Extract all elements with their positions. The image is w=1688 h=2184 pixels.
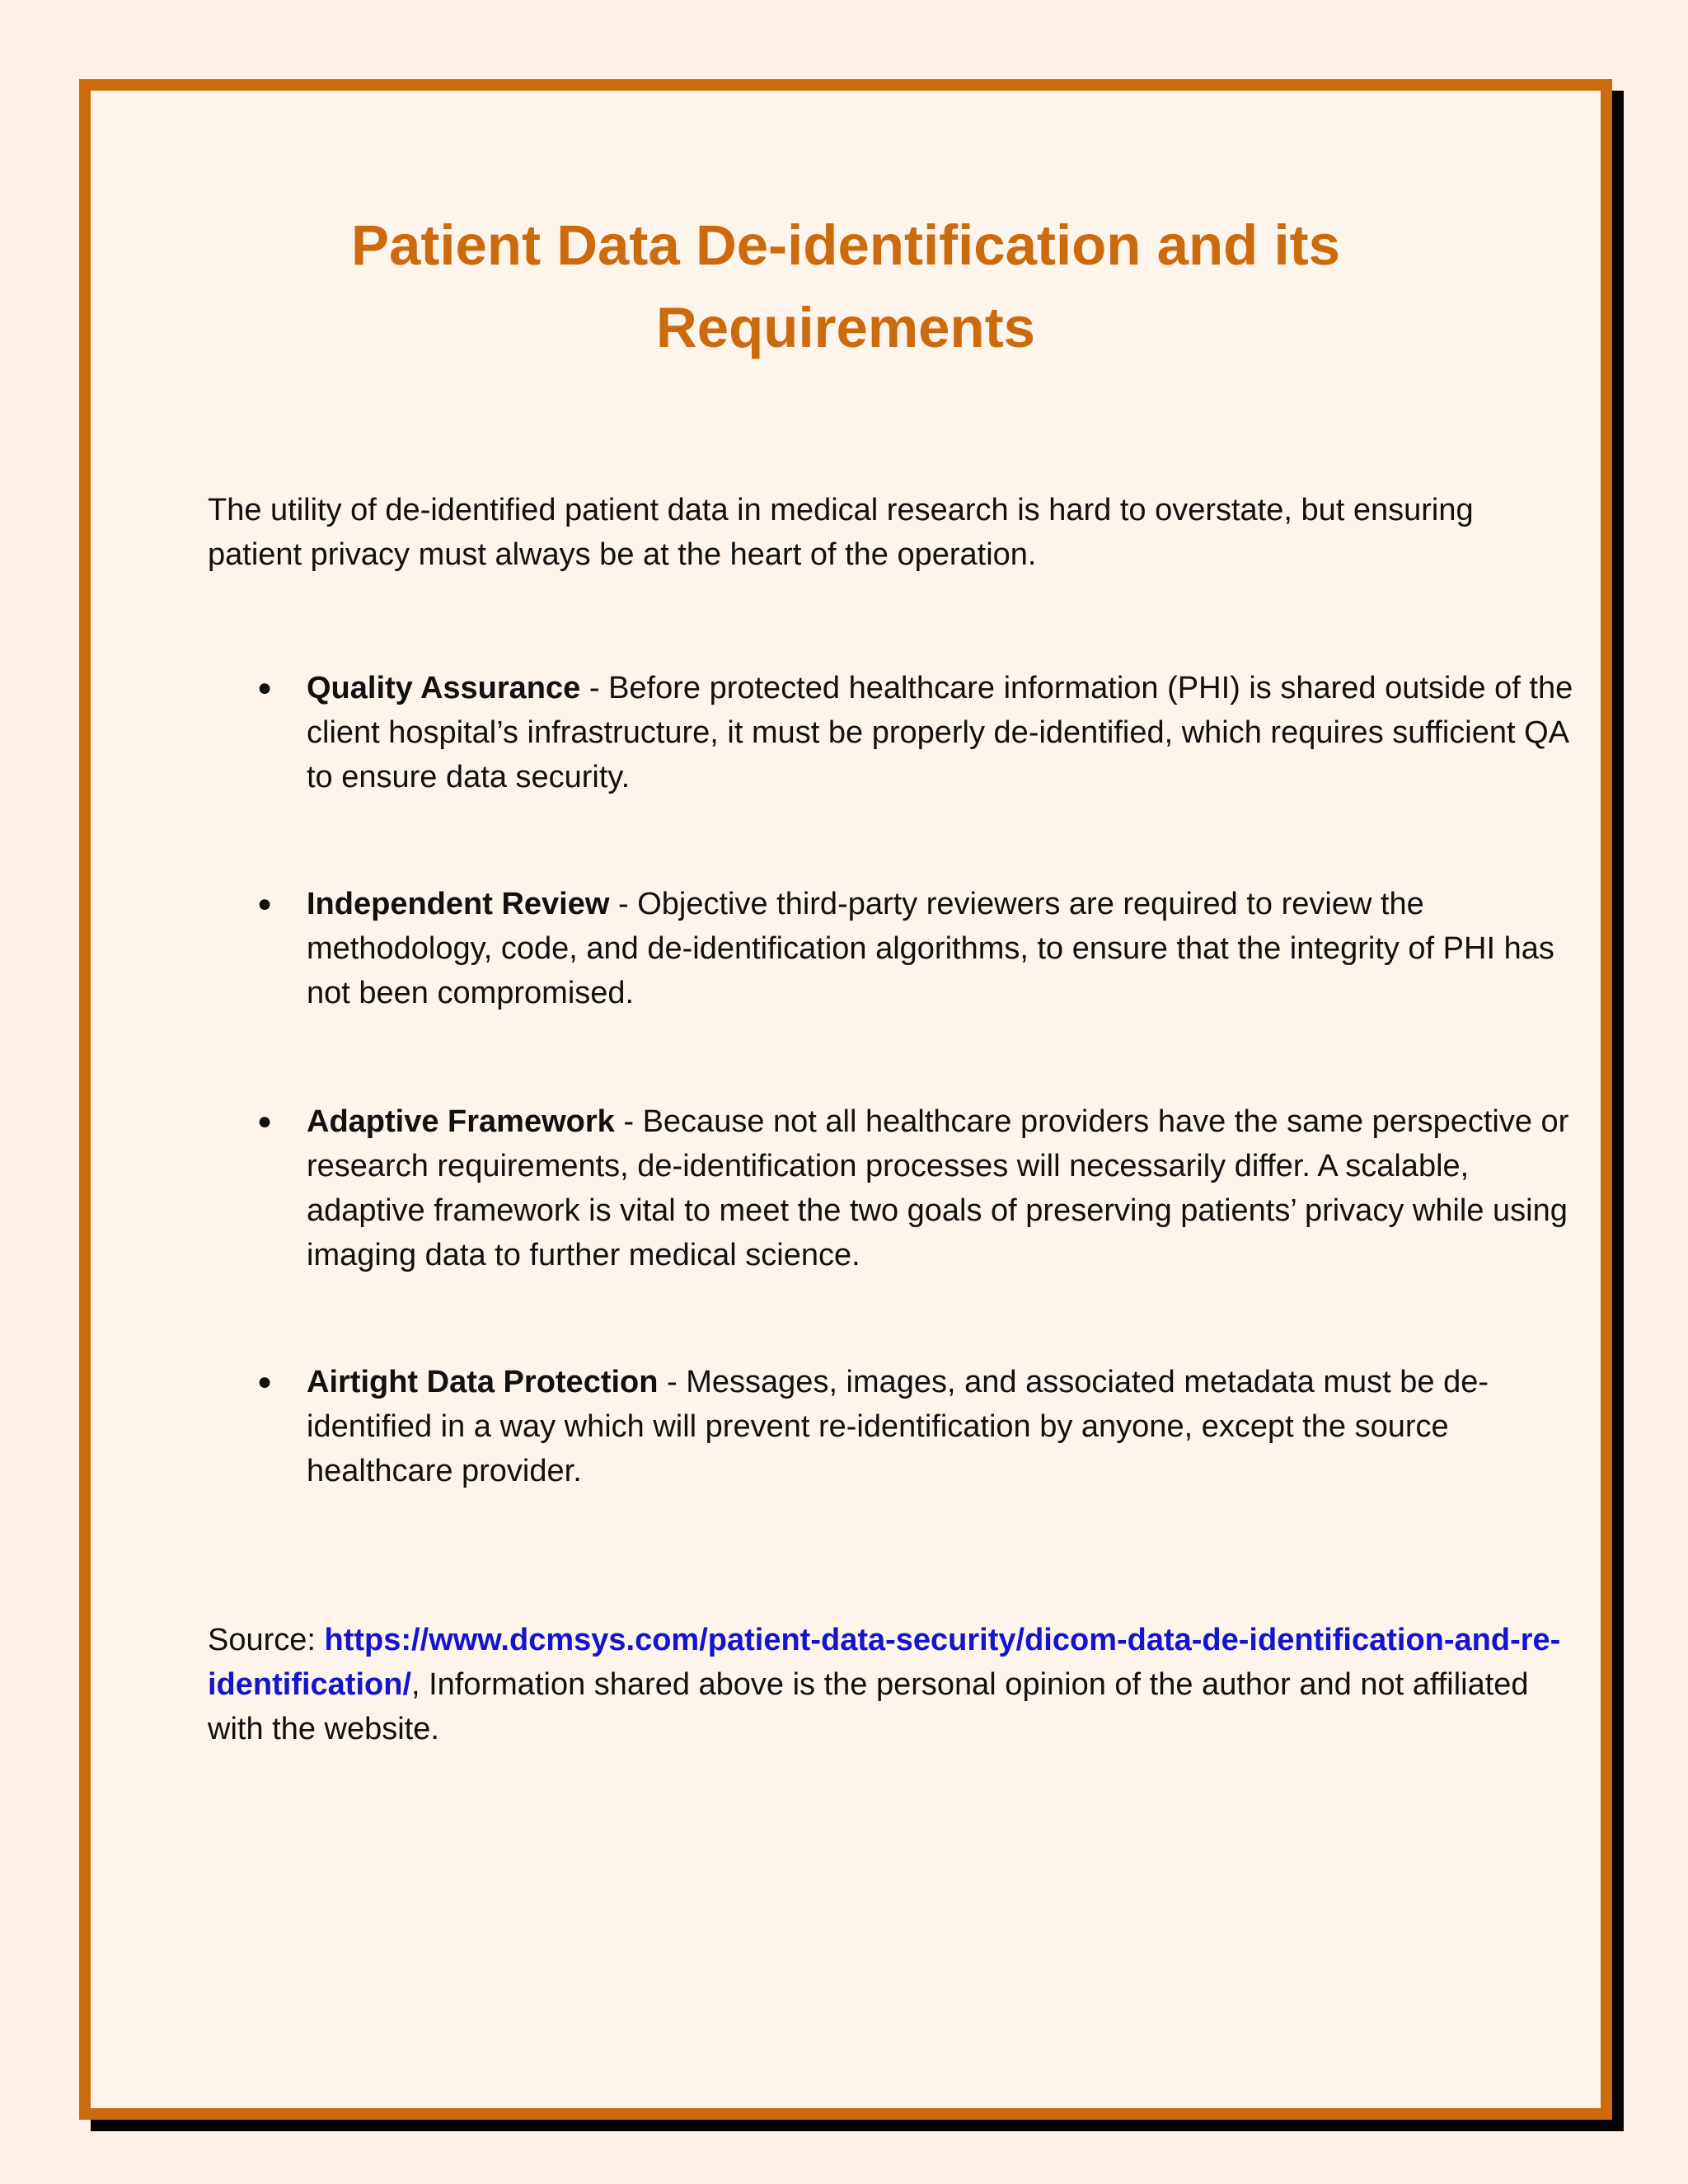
bullet-separator: - xyxy=(614,1104,643,1139)
page-title: Patient Data De-identification and its Requirements xyxy=(351,213,1340,359)
source-note xyxy=(208,1618,1592,1751)
bullet-term: Airtight Data Protection xyxy=(307,1365,659,1399)
list-item-airtight-data-protection xyxy=(257,1360,1592,1493)
source-link[interactable]: https://www.dcmsys.com/patient-data-security/dicom-data-de-identification-and-re-identification/ xyxy=(208,1623,1561,1702)
source-prefix: Source: xyxy=(208,1623,325,1657)
bullet-text: Before protected healthcare information (PHI) is shared outside of the client hospital’s infrastructure, it must be properly de-identified, which requires sufficient QA to ensure data security. xyxy=(307,671,1573,794)
source-disclaimer: , Information shared above is the personal opinion of the author and not affiliated with the website. xyxy=(208,1667,1529,1746)
bullet-icon: ● xyxy=(257,674,273,701)
list-item-quality-assurance xyxy=(257,666,1592,799)
bullet-icon: ● xyxy=(257,890,273,917)
bullet-separator: - xyxy=(658,1365,687,1399)
intro-paragraph: The utility of de-identified patient data in medical research is hard to overstate, but ensuring patient privacy must always be at the heart of the operation. xyxy=(208,493,1474,572)
bullet-term: Quality Assurance xyxy=(307,671,581,705)
bullet-term: Independent Review xyxy=(307,887,610,921)
bullet-text: Because not all healthcare providers have the same perspective or research requirements, de-identification processes will necessarily differ. A scalable, adaptive framework is vital to meet the two goals of preserving patients’ privacy while using imaging data to further medical science. xyxy=(307,1104,1569,1272)
bullet-text: Messages, images, and associated metadata must be de-identified in a way which will prevent re-identification by anyone, except the source healthcare provider. xyxy=(307,1365,1489,1488)
bullet-separator: - xyxy=(609,887,638,921)
list-item-independent-review xyxy=(257,882,1592,1015)
bullet-text: Objective third-party reviewers are required to review the methodology, code, and de-identification algorithms, to ensure that the integrity of PHI has not been compromised. xyxy=(307,887,1554,1010)
bullet-icon: ● xyxy=(257,1108,273,1135)
bullet-term: Adaptive Framework xyxy=(307,1104,615,1139)
document-frame xyxy=(79,79,1612,2120)
bullet-icon: ● xyxy=(257,1368,273,1395)
list-item-adaptive-framework xyxy=(257,1099,1592,1277)
bullet-separator: - xyxy=(580,671,609,705)
